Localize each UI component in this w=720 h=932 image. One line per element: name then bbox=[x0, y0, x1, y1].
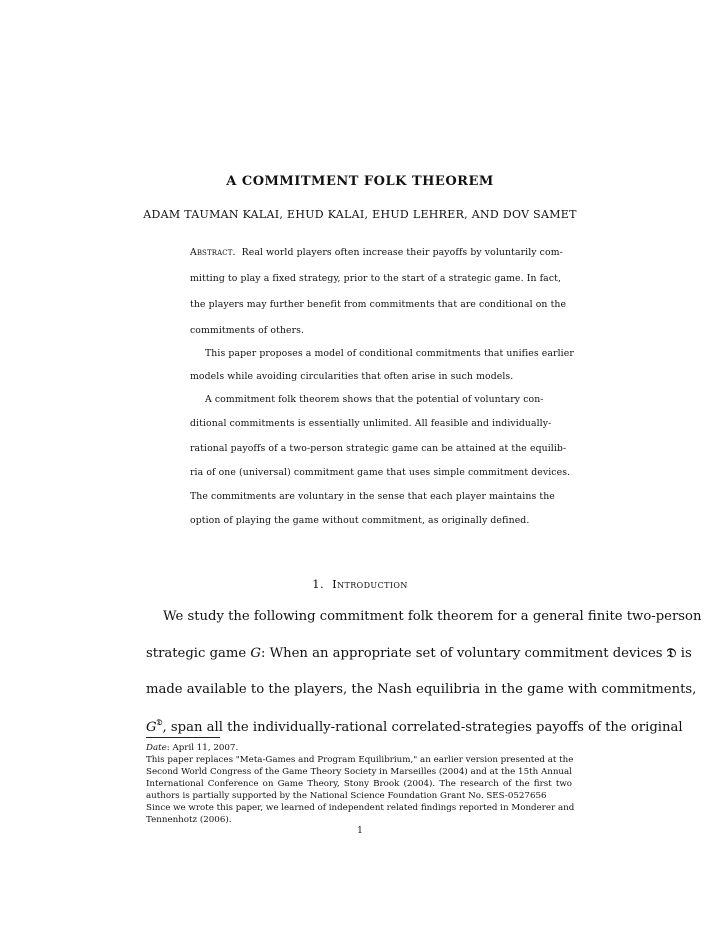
footnote-line: Since we wrote this paper, we learned of independent related findings reported in Monderer and bbox=[146, 803, 575, 813]
abstract-line: Abstract. Real world players often increase their payoffs by voluntarily com- bbox=[190, 247, 563, 258]
math-symbol-D: 𝔇 bbox=[666, 646, 677, 661]
abstract-line: models while avoiding circularities that often arise in such models. bbox=[190, 371, 514, 382]
abstract-line: option of playing the game without commitment, as originally defined. bbox=[190, 515, 530, 526]
abstract-line: the players may further benefit from commitments that are conditional on the bbox=[190, 299, 567, 310]
abstract-line: The commitments are voluntary in the sense that each player maintains the bbox=[190, 491, 555, 502]
section-heading: 1. Introduction bbox=[312, 577, 408, 591]
footnote-date: Date: April 11, 2007. bbox=[146, 743, 239, 753]
body-line: We study the following commitment folk theorem for a general finite two-person bbox=[163, 609, 702, 624]
abstract-line: This paper proposes a model of conditional commitments that unifies earlier bbox=[205, 348, 574, 359]
abstract-line: rational payoffs of a two-person strategic game can be attained at the equilib- bbox=[190, 443, 567, 454]
body-line: made available to the players, the Nash equilibria in the game with commitments, bbox=[146, 682, 697, 697]
author-list: ADAM TAUMAN KALAI, EHUD KALAI, EHUD LEHRER, AND DOV SAMET bbox=[143, 208, 577, 221]
abstract-line: ria of one (universal) commitment game that uses simple commitment devices. bbox=[190, 467, 571, 478]
footnote-line: authors is partially supported by the National Science Foundation Grant No. SES-0527656 bbox=[146, 791, 547, 801]
abstract-heading: Abstract. bbox=[190, 247, 236, 258]
body-line: strategic game G: When an appropriate set of voluntary commitment devices 𝔇 is bbox=[146, 646, 692, 661]
abstract-line: ditional commitments is essentially unlimited. All feasible and individually- bbox=[190, 418, 552, 429]
abstract-line: commitments of others. bbox=[190, 325, 305, 336]
footnote-line: Second World Congress of the Game Theory Society in Marseilles (2004) and at the 15th Annual bbox=[146, 767, 572, 777]
footnote-line: Tennenhotz (2006). bbox=[146, 815, 232, 825]
page-number: 1 bbox=[357, 826, 363, 836]
abstract-line: mitting to play a fixed strategy, prior to the start of a strategic game. In fact, bbox=[190, 273, 562, 284]
paper-title: A COMMITMENT FOLK THEOREM bbox=[226, 174, 494, 189]
footnote-line: This paper replaces "Meta-Games and Program Equilibrium," an earlier version presented at the bbox=[146, 755, 574, 765]
abstract-line: A commitment folk theorem shows that the potential of voluntary con- bbox=[205, 394, 544, 405]
footnote-rule bbox=[146, 737, 220, 738]
footnote-line: International Conference on Game Theory, Stony Brook (2004). The research of the first two bbox=[146, 779, 572, 789]
body-line: $G^𝔇$, span all the individually-rational correlated-strategies payoffs of the original bbox=[146, 717, 683, 735]
